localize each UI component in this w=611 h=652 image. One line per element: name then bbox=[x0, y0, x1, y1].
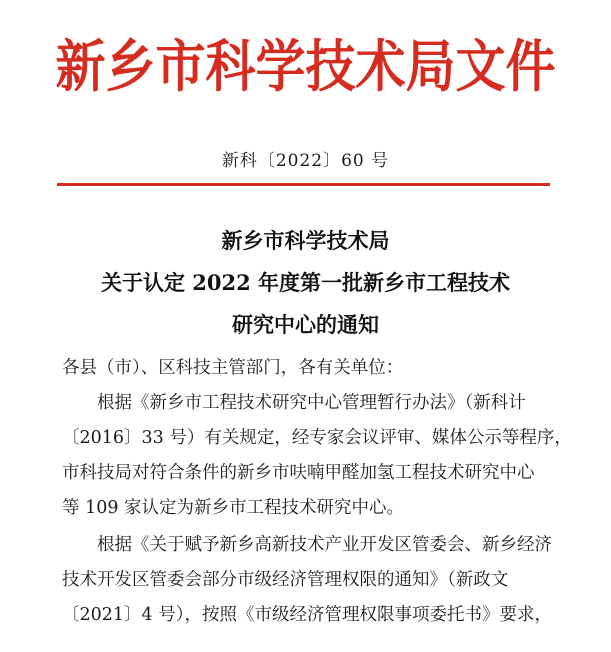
paragraph-2-line-1: 根据《关于赋予新乡高新技术产业开发区管委会、新乡经济 bbox=[97, 535, 552, 555]
notice-title-line-2: 关于认定 2022 年度第一批新乡市工程技术 bbox=[100, 270, 511, 295]
agency-header-title: 新乡市科学技术局文件 bbox=[55, 34, 556, 100]
paragraph-1-line-4: 等 109 家认定为新乡市工程技术研究中心。 bbox=[62, 498, 405, 518]
paragraph-1-line-1: 根据《新乡市工程技术研究中心管理暂行办法》（新科计 bbox=[97, 393, 526, 413]
paragraph-2-line-3: 〔2021〕4 号），按照《市级经济管理权限事项委托书》要求， bbox=[62, 605, 552, 625]
notice-title-line-1: 新乡市科学技术局 bbox=[221, 228, 390, 253]
red-divider-line bbox=[57, 183, 550, 186]
paragraph-2-line-2: 技术开发区管委会部分市级经济管理权限的通知》（新政文 bbox=[62, 570, 509, 590]
salutation: 各县（市）、区科技主管部门，各有关单位： bbox=[62, 358, 404, 378]
document-number: 新科〔2022〕60 号 bbox=[221, 151, 390, 171]
notice-title-line-3: 研究中心的通知 bbox=[232, 312, 379, 337]
paragraph-1-line-3: 市科技局对符合条件的新乡市呋喃甲醛加氢工程技术研究中心 bbox=[62, 463, 535, 483]
paragraph-1-line-2: 〔2016〕33 号）有关规定，经专家会议评审、媒体公示等程序， bbox=[62, 428, 572, 448]
